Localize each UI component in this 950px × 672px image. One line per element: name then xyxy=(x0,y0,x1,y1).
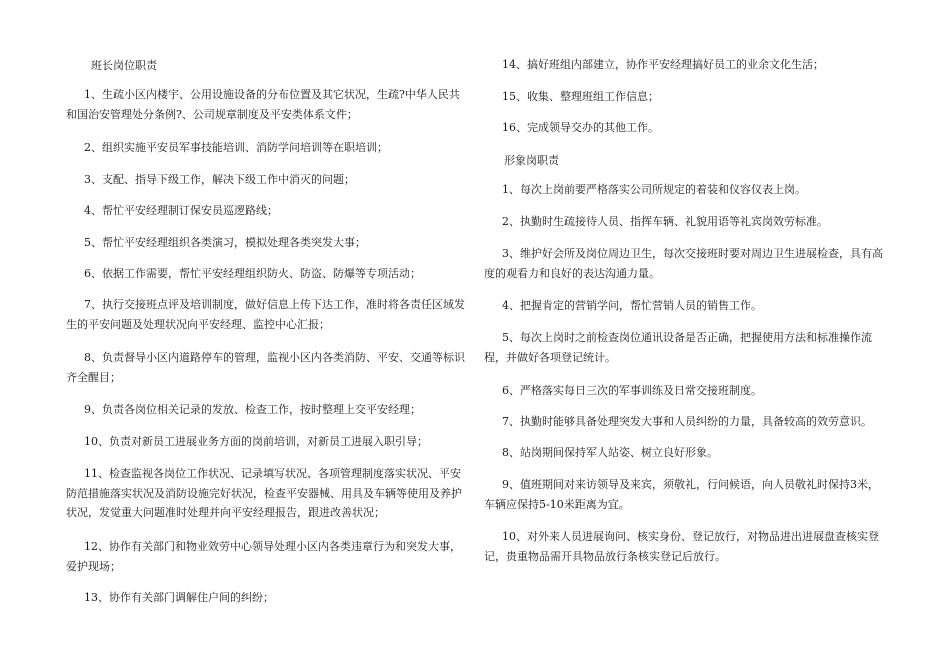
left-item-3: 3、支配、指导下级工作，解决下级工作中消灭的问题； xyxy=(84,173,355,186)
left-item-9: 9、负责各岗位相关记录的发放、检查工作，按时整理上交平安经理； xyxy=(84,403,421,416)
left-item-7: 7、执行交接班点评及培训制度，做好信息上传下达工作，准时将各责任区域发生的平安问题及处理状况向平安经理、监控中心汇报； xyxy=(66,298,465,331)
right-item-15: 15、收集、整理班组工作信息； xyxy=(502,90,659,103)
left-item-5: 5、帮忙平安经理组织各类演习，模拟处理各类突发大事； xyxy=(84,236,366,249)
right-item-14: 14、搞好班组内部建立，协作平安经理搞好员工的业余文化生活； xyxy=(502,58,824,71)
left-item-11: 11、检查监视各岗位工作状况、记录填写状况、各项管理制度落实状况、平安防范措施落实状况及消防设施完好状况，检查平安器械、用具及车辆等使用及养护状况，发觉重大问题准时处理并向平安经理报告，跟进改善状况； xyxy=(66,467,462,519)
right-item-7: 7、执勤时能够具备处理突发大事和人员纠纷的力量，具备较高的效劳意识。 xyxy=(502,415,872,428)
section-heading-monitor-duties: 班长岗位职责 xyxy=(91,59,157,72)
right-item-4: 4、把握肯定的营销学问，帮忙营销人员的销售工作。 xyxy=(502,299,762,312)
left-item-2: 2、组织实施平安员军事技能培训、消防学问培训等在职培训； xyxy=(84,141,388,154)
right-item-2: 2、执勤时生疏接待人员、指挥车辆、礼貌用语等礼宾岗效劳标准。 xyxy=(502,215,828,228)
left-item-13: 13、协作有关部门调解住户间的纠纷； xyxy=(84,591,274,604)
right-item-3: 3、维护好会所及岗位周边卫生，每次交接班时要对周边卫生进展检查，具有高度的观看力和良好的表达沟通力量。 xyxy=(484,247,883,280)
right-item-1: 1、每次上岗前要严格落实公司所规定的着装和仪容仪表上岗。 xyxy=(502,183,806,196)
left-item-4: 4、帮忙平安经理制订保安员巡逻路线； xyxy=(84,204,278,217)
left-item-8: 8、负责督导小区内道路停车的管理，监视小区内各类消防、平安、交通等标识齐全醒目； xyxy=(66,351,465,384)
left-item-1: 1、生疏小区内楼宇、公用设施设备的分布位置及其它状况，生疏?中华人民共和国治安管理处分条例?、公司规章制度及平安类体系文件； xyxy=(66,88,460,121)
right-item-6: 6、严格落实每日三次的军事训练及日常交接班制度。 xyxy=(502,384,762,397)
right-item-5: 5、每次上岗时之前检查岗位通讯设备是否正确，把握使用方法和标准操作流程，并做好各项登记统计。 xyxy=(484,331,872,364)
right-item-10: 10、对外来人员进展询问、核实身份、登记放行，对物品进出进展盘查核实登记，贵重物品需开具物品放行条核实登记后放行。 xyxy=(484,530,879,563)
section-heading-image-post-duties: 形象岗职责 xyxy=(504,154,559,167)
right-item-16: 16、完成领导交办的其他工作。 xyxy=(502,121,659,134)
left-item-10: 10、负责对新员工进展业务方面的岗前培训，对新员工进展入职引导； xyxy=(84,435,428,448)
right-item-9: 9、值班期间对来访领导及来宾，须敬礼，行问候语，向人员敬礼时保持3米，车辆应保持5-10米距离为宜。 xyxy=(484,478,879,511)
left-item-6: 6、依据工作需要，帮忙平安经理组织防火、防盗、防爆等专项活动； xyxy=(84,267,421,280)
left-item-12: 12、协作有关部门和物业效劳中心领导处理小区内各类违章行为和突发大事，爱护现场； xyxy=(66,540,461,573)
right-item-8: 8、站岗期间保持军人站姿、树立良好形象。 xyxy=(502,446,718,459)
